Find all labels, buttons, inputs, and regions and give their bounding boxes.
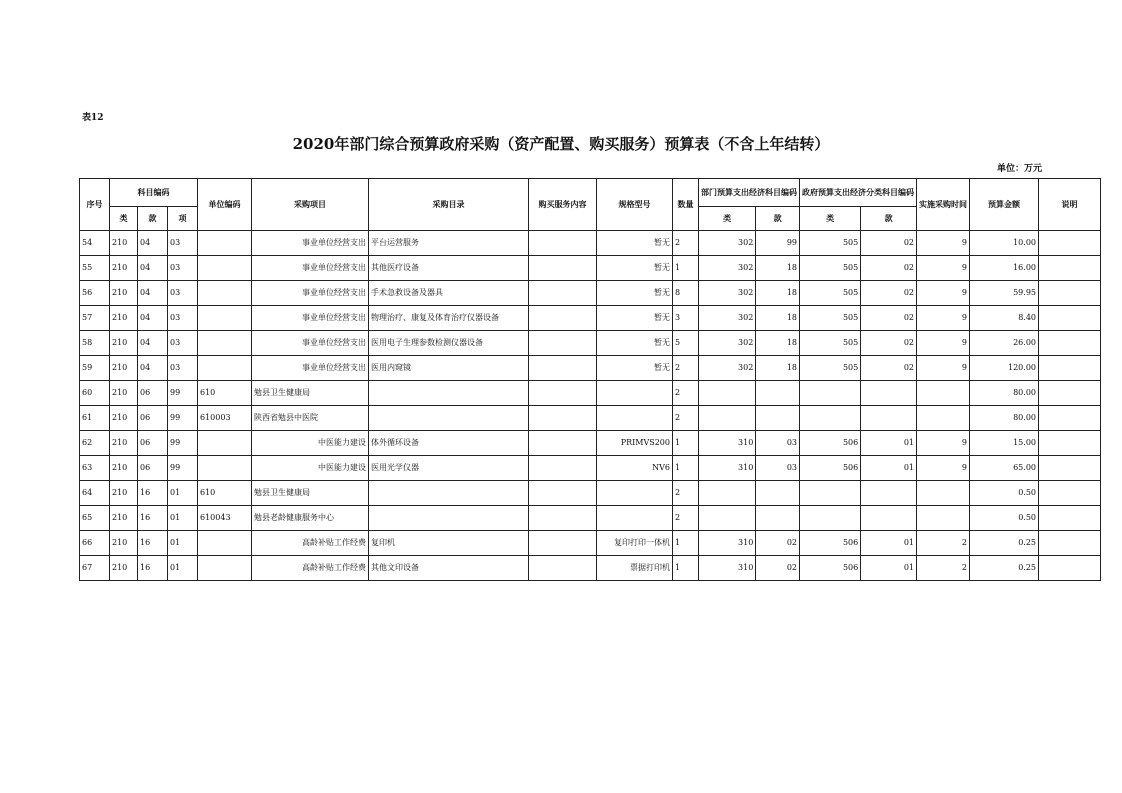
cell-dept-lei xyxy=(699,381,756,406)
cell-unit-code: 610 xyxy=(198,381,252,406)
header-unit-code: 单位编码 xyxy=(198,179,252,231)
cell-note xyxy=(1039,331,1101,356)
table-row xyxy=(80,281,1101,306)
cell-service-content xyxy=(529,481,597,506)
cell-gov-lei: 506 xyxy=(800,556,861,581)
header-gov-kuan: 款 xyxy=(861,207,917,231)
cell-xiang: 03 xyxy=(168,356,198,381)
cell-project: 事业单位经营支出 xyxy=(252,231,369,256)
cell-dept-lei: 310 xyxy=(699,431,756,456)
cell-spec: PRIMVS200 xyxy=(597,431,673,456)
cell-catalog: 其他医疗设备 xyxy=(369,256,529,281)
header-seq: 序号 xyxy=(80,179,110,231)
cell-kuan: 04 xyxy=(138,306,168,331)
table-row xyxy=(80,431,1101,456)
cell-gov-kuan: 01 xyxy=(861,431,917,456)
cell-spec: NV6 xyxy=(597,456,673,481)
cell-gov-lei xyxy=(800,481,861,506)
cell-time: 2 xyxy=(917,556,970,581)
header-note: 说明 xyxy=(1039,179,1101,231)
cell-seq: 63 xyxy=(80,456,110,481)
cell-dept-kuan: 18 xyxy=(756,356,800,381)
cell-seq: 66 xyxy=(80,531,110,556)
cell-amount: 0.50 xyxy=(970,481,1039,506)
cell-project: 勉县卫生健康局 xyxy=(252,381,369,406)
cell-service-content xyxy=(529,281,597,306)
cell-qty: 2 xyxy=(673,506,699,531)
cell-xiang: 03 xyxy=(168,231,198,256)
cell-time xyxy=(917,381,970,406)
cell-kuan: 04 xyxy=(138,281,168,306)
header-time: 实施采购时间 xyxy=(917,179,970,231)
table-row xyxy=(80,406,1101,431)
cell-kuan: 06 xyxy=(138,431,168,456)
cell-spec xyxy=(597,381,673,406)
cell-kuan: 16 xyxy=(138,481,168,506)
cell-time: 9 xyxy=(917,231,970,256)
cell-amount: 8.40 xyxy=(970,306,1039,331)
cell-service-content xyxy=(529,531,597,556)
cell-catalog xyxy=(369,481,529,506)
cell-gov-kuan xyxy=(861,381,917,406)
cell-kuan: 06 xyxy=(138,456,168,481)
cell-seq: 64 xyxy=(80,481,110,506)
cell-project: 高龄补贴工作经费 xyxy=(252,556,369,581)
cell-unit-code xyxy=(198,556,252,581)
header-project: 采购项目 xyxy=(252,179,369,231)
cell-spec: 暂无 xyxy=(597,331,673,356)
cell-catalog xyxy=(369,381,529,406)
header-dept-kuan: 款 xyxy=(756,207,800,231)
cell-kuan: 04 xyxy=(138,256,168,281)
cell-lei: 210 xyxy=(110,531,138,556)
cell-dept-lei: 302 xyxy=(699,331,756,356)
cell-time xyxy=(917,506,970,531)
header-dept-lei: 类 xyxy=(699,207,756,231)
cell-spec: 暂无 xyxy=(597,256,673,281)
cell-service-content xyxy=(529,306,597,331)
cell-dept-kuan: 18 xyxy=(756,306,800,331)
cell-unit-code xyxy=(198,256,252,281)
cell-dept-lei: 302 xyxy=(699,306,756,331)
cell-lei: 210 xyxy=(110,231,138,256)
cell-xiang: 99 xyxy=(168,406,198,431)
cell-gov-lei: 506 xyxy=(800,456,861,481)
cell-dept-kuan: 03 xyxy=(756,456,800,481)
cell-qty: 1 xyxy=(673,456,699,481)
cell-unit-code xyxy=(198,306,252,331)
cell-dept-kuan xyxy=(756,381,800,406)
cell-seq: 60 xyxy=(80,381,110,406)
budget-table xyxy=(79,178,1101,581)
cell-qty: 8 xyxy=(673,281,699,306)
cell-seq: 54 xyxy=(80,231,110,256)
cell-project: 中医能力建设 xyxy=(252,431,369,456)
cell-dept-kuan xyxy=(756,406,800,431)
cell-qty: 2 xyxy=(673,231,699,256)
cell-catalog: 医用光学仪器 xyxy=(369,456,529,481)
cell-seq: 57 xyxy=(80,306,110,331)
cell-qty: 2 xyxy=(673,481,699,506)
cell-qty: 1 xyxy=(673,556,699,581)
cell-catalog: 体外循环设备 xyxy=(369,431,529,456)
cell-lei: 210 xyxy=(110,306,138,331)
cell-lei: 210 xyxy=(110,431,138,456)
cell-qty: 2 xyxy=(673,406,699,431)
cell-dept-lei: 310 xyxy=(699,556,756,581)
cell-note xyxy=(1039,306,1101,331)
cell-dept-lei: 302 xyxy=(699,231,756,256)
cell-catalog: 手术急救设备及器具 xyxy=(369,281,529,306)
cell-kuan: 06 xyxy=(138,381,168,406)
cell-seq: 65 xyxy=(80,506,110,531)
cell-time: 9 xyxy=(917,306,970,331)
cell-gov-lei xyxy=(800,406,861,431)
cell-kuan: 16 xyxy=(138,531,168,556)
cell-kuan: 04 xyxy=(138,331,168,356)
cell-note xyxy=(1039,356,1101,381)
cell-amount: 15.00 xyxy=(970,431,1039,456)
cell-lei: 210 xyxy=(110,381,138,406)
cell-gov-lei xyxy=(800,381,861,406)
cell-gov-kuan: 01 xyxy=(861,556,917,581)
cell-catalog xyxy=(369,506,529,531)
cell-xiang: 99 xyxy=(168,456,198,481)
cell-time: 9 xyxy=(917,331,970,356)
cell-spec xyxy=(597,481,673,506)
header-amount: 预算金额 xyxy=(970,179,1039,231)
cell-dept-lei xyxy=(699,406,756,431)
cell-gov-kuan: 02 xyxy=(861,356,917,381)
cell-xiang: 03 xyxy=(168,256,198,281)
cell-dept-lei: 310 xyxy=(699,531,756,556)
cell-catalog: 医用电子生理参数检测仪器设备 xyxy=(369,331,529,356)
table-row xyxy=(80,331,1101,356)
table-row xyxy=(80,531,1101,556)
cell-dept-lei: 302 xyxy=(699,281,756,306)
cell-time: 9 xyxy=(917,256,970,281)
cell-spec: 票据打印机 xyxy=(597,556,673,581)
cell-gov-kuan: 02 xyxy=(861,281,917,306)
cell-seq: 56 xyxy=(80,281,110,306)
table-row xyxy=(80,356,1101,381)
cell-gov-kuan: 02 xyxy=(861,256,917,281)
cell-project: 高龄补贴工作经费 xyxy=(252,531,369,556)
cell-kuan: 04 xyxy=(138,356,168,381)
cell-note xyxy=(1039,556,1101,581)
cell-dept-kuan xyxy=(756,506,800,531)
header-xiang: 项 xyxy=(168,207,198,231)
cell-gov-lei: 505 xyxy=(800,331,861,356)
cell-xiang: 01 xyxy=(168,481,198,506)
cell-note xyxy=(1039,506,1101,531)
cell-service-content xyxy=(529,256,597,281)
cell-project: 陕西省勉县中医院 xyxy=(252,406,369,431)
cell-amount: 80.00 xyxy=(970,381,1039,406)
cell-gov-kuan: 02 xyxy=(861,306,917,331)
cell-unit-code: 610003 xyxy=(198,406,252,431)
cell-gov-kuan xyxy=(861,481,917,506)
cell-lei: 210 xyxy=(110,356,138,381)
page-title: 2020年部门综合预算政府采购（资产配置、购买服务）预算表（不含上年结转） xyxy=(292,135,830,153)
cell-note xyxy=(1039,406,1101,431)
cell-note xyxy=(1039,481,1101,506)
cell-qty: 1 xyxy=(673,531,699,556)
cell-kuan: 06 xyxy=(138,406,168,431)
cell-service-content xyxy=(529,556,597,581)
cell-gov-lei xyxy=(800,506,861,531)
cell-service-content xyxy=(529,356,597,381)
cell-unit-code: 610043 xyxy=(198,506,252,531)
cell-dept-kuan: 03 xyxy=(756,431,800,456)
cell-time: 9 xyxy=(917,456,970,481)
cell-project: 勉县卫生健康局 xyxy=(252,481,369,506)
cell-lei: 210 xyxy=(110,406,138,431)
cell-unit-code xyxy=(198,356,252,381)
cell-lei: 210 xyxy=(110,481,138,506)
cell-amount: 0.25 xyxy=(970,531,1039,556)
cell-dept-kuan: 18 xyxy=(756,331,800,356)
cell-unit-code xyxy=(198,231,252,256)
cell-amount: 65.00 xyxy=(970,456,1039,481)
cell-dept-lei: 302 xyxy=(699,256,756,281)
cell-dept-lei: 302 xyxy=(699,356,756,381)
cell-gov-lei: 505 xyxy=(800,256,861,281)
cell-catalog: 复印机 xyxy=(369,531,529,556)
cell-qty: 2 xyxy=(673,356,699,381)
cell-amount: 0.25 xyxy=(970,556,1039,581)
cell-seq: 62 xyxy=(80,431,110,456)
cell-catalog: 平台运营服务 xyxy=(369,231,529,256)
cell-unit-code xyxy=(198,531,252,556)
cell-gov-kuan: 01 xyxy=(861,531,917,556)
cell-xiang: 01 xyxy=(168,506,198,531)
cell-spec: 暂无 xyxy=(597,306,673,331)
cell-amount: 120.00 xyxy=(970,356,1039,381)
cell-qty: 1 xyxy=(673,431,699,456)
cell-spec xyxy=(597,506,673,531)
header-lei: 类 xyxy=(110,207,138,231)
table-label: 表12 xyxy=(82,113,104,123)
cell-project: 事业单位经营支出 xyxy=(252,356,369,381)
cell-amount: 0.50 xyxy=(970,506,1039,531)
cell-note xyxy=(1039,381,1101,406)
cell-time: 9 xyxy=(917,431,970,456)
cell-xiang: 03 xyxy=(168,306,198,331)
cell-time: 9 xyxy=(917,281,970,306)
table-row xyxy=(80,556,1101,581)
cell-project: 事业单位经营支出 xyxy=(252,306,369,331)
cell-time: 2 xyxy=(917,531,970,556)
header-catalog: 采购目录 xyxy=(369,179,529,231)
table-row xyxy=(80,456,1101,481)
cell-time xyxy=(917,481,970,506)
header-spec: 规格型号 xyxy=(597,179,673,231)
cell-project: 中医能力建设 xyxy=(252,456,369,481)
cell-kuan: 04 xyxy=(138,231,168,256)
header-gov-lei: 类 xyxy=(800,207,861,231)
cell-unit-code xyxy=(198,431,252,456)
cell-project: 事业单位经营支出 xyxy=(252,331,369,356)
cell-xiang: 01 xyxy=(168,556,198,581)
cell-project: 勉县老龄健康服务中心 xyxy=(252,506,369,531)
cell-note xyxy=(1039,431,1101,456)
cell-dept-kuan: 99 xyxy=(756,231,800,256)
header-dept-econ: 部门预算支出经济科目编码 xyxy=(699,179,800,207)
cell-spec: 暂无 xyxy=(597,281,673,306)
cell-service-content xyxy=(529,431,597,456)
cell-note xyxy=(1039,456,1101,481)
cell-amount: 16.00 xyxy=(970,256,1039,281)
cell-qty: 1 xyxy=(673,256,699,281)
cell-dept-lei: 310 xyxy=(699,456,756,481)
table-row xyxy=(80,256,1101,281)
cell-lei: 210 xyxy=(110,456,138,481)
cell-amount: 59.95 xyxy=(970,281,1039,306)
cell-note xyxy=(1039,531,1101,556)
unit-note: 单位：万元 xyxy=(996,164,1042,174)
cell-xiang: 03 xyxy=(168,281,198,306)
cell-dept-kuan: 18 xyxy=(756,256,800,281)
cell-unit-code xyxy=(198,456,252,481)
cell-xiang: 03 xyxy=(168,331,198,356)
cell-service-content xyxy=(529,331,597,356)
cell-service-content xyxy=(529,381,597,406)
cell-service-content xyxy=(529,506,597,531)
cell-note xyxy=(1039,281,1101,306)
cell-dept-kuan: 02 xyxy=(756,531,800,556)
cell-dept-lei xyxy=(699,481,756,506)
cell-dept-lei xyxy=(699,506,756,531)
cell-service-content xyxy=(529,231,597,256)
cell-note xyxy=(1039,256,1101,281)
cell-amount: 26.00 xyxy=(970,331,1039,356)
cell-lei: 210 xyxy=(110,506,138,531)
cell-time: 9 xyxy=(917,356,970,381)
cell-lei: 210 xyxy=(110,556,138,581)
cell-unit-code: 610 xyxy=(198,481,252,506)
cell-lei: 210 xyxy=(110,331,138,356)
table-row xyxy=(80,481,1101,506)
cell-project: 事业单位经营支出 xyxy=(252,281,369,306)
cell-service-content xyxy=(529,456,597,481)
cell-gov-kuan: 02 xyxy=(861,231,917,256)
cell-xiang: 01 xyxy=(168,531,198,556)
cell-note xyxy=(1039,231,1101,256)
cell-gov-lei: 506 xyxy=(800,431,861,456)
table-row xyxy=(80,506,1101,531)
cell-gov-lei: 505 xyxy=(800,356,861,381)
table-row xyxy=(80,381,1101,406)
cell-lei: 210 xyxy=(110,256,138,281)
cell-dept-kuan: 18 xyxy=(756,281,800,306)
cell-catalog: 医用内窥镜 xyxy=(369,356,529,381)
cell-lei: 210 xyxy=(110,281,138,306)
cell-spec: 复印打印一体机 xyxy=(597,531,673,556)
cell-qty: 5 xyxy=(673,331,699,356)
cell-spec xyxy=(597,406,673,431)
cell-unit-code xyxy=(198,331,252,356)
cell-unit-code xyxy=(198,281,252,306)
cell-spec: 暂无 xyxy=(597,356,673,381)
cell-time xyxy=(917,406,970,431)
cell-spec: 暂无 xyxy=(597,231,673,256)
cell-amount: 10.00 xyxy=(970,231,1039,256)
cell-project: 事业单位经营支出 xyxy=(252,256,369,281)
cell-seq: 61 xyxy=(80,406,110,431)
cell-service-content xyxy=(529,406,597,431)
header-gov-econ: 政府预算支出经济分类科目编码 xyxy=(800,179,917,207)
cell-seq: 67 xyxy=(80,556,110,581)
cell-amount: 80.00 xyxy=(970,406,1039,431)
cell-dept-kuan xyxy=(756,481,800,506)
cell-xiang: 99 xyxy=(168,431,198,456)
cell-gov-kuan xyxy=(861,506,917,531)
cell-xiang: 99 xyxy=(168,381,198,406)
cell-gov-kuan xyxy=(861,406,917,431)
cell-kuan: 16 xyxy=(138,556,168,581)
cell-gov-lei: 506 xyxy=(800,531,861,556)
cell-qty: 2 xyxy=(673,381,699,406)
cell-gov-lei: 505 xyxy=(800,306,861,331)
table-row xyxy=(80,231,1101,256)
header-kuan: 款 xyxy=(138,207,168,231)
header-qty: 数量 xyxy=(673,179,699,231)
cell-dept-kuan: 02 xyxy=(756,556,800,581)
cell-seq: 59 xyxy=(80,356,110,381)
cell-seq: 55 xyxy=(80,256,110,281)
cell-kuan: 16 xyxy=(138,506,168,531)
cell-catalog: 物理治疗、康复及体育治疗仪器设备 xyxy=(369,306,529,331)
cell-catalog: 其他文印设备 xyxy=(369,556,529,581)
cell-gov-kuan: 02 xyxy=(861,331,917,356)
header-subject-code: 科目编码 xyxy=(110,179,198,207)
cell-gov-lei: 505 xyxy=(800,231,861,256)
header-service-content: 购买服务内容 xyxy=(529,179,597,231)
table-row xyxy=(80,306,1101,331)
cell-catalog xyxy=(369,406,529,431)
cell-gov-kuan: 01 xyxy=(861,456,917,481)
cell-gov-lei: 505 xyxy=(800,281,861,306)
cell-qty: 3 xyxy=(673,306,699,331)
cell-seq: 58 xyxy=(80,331,110,356)
